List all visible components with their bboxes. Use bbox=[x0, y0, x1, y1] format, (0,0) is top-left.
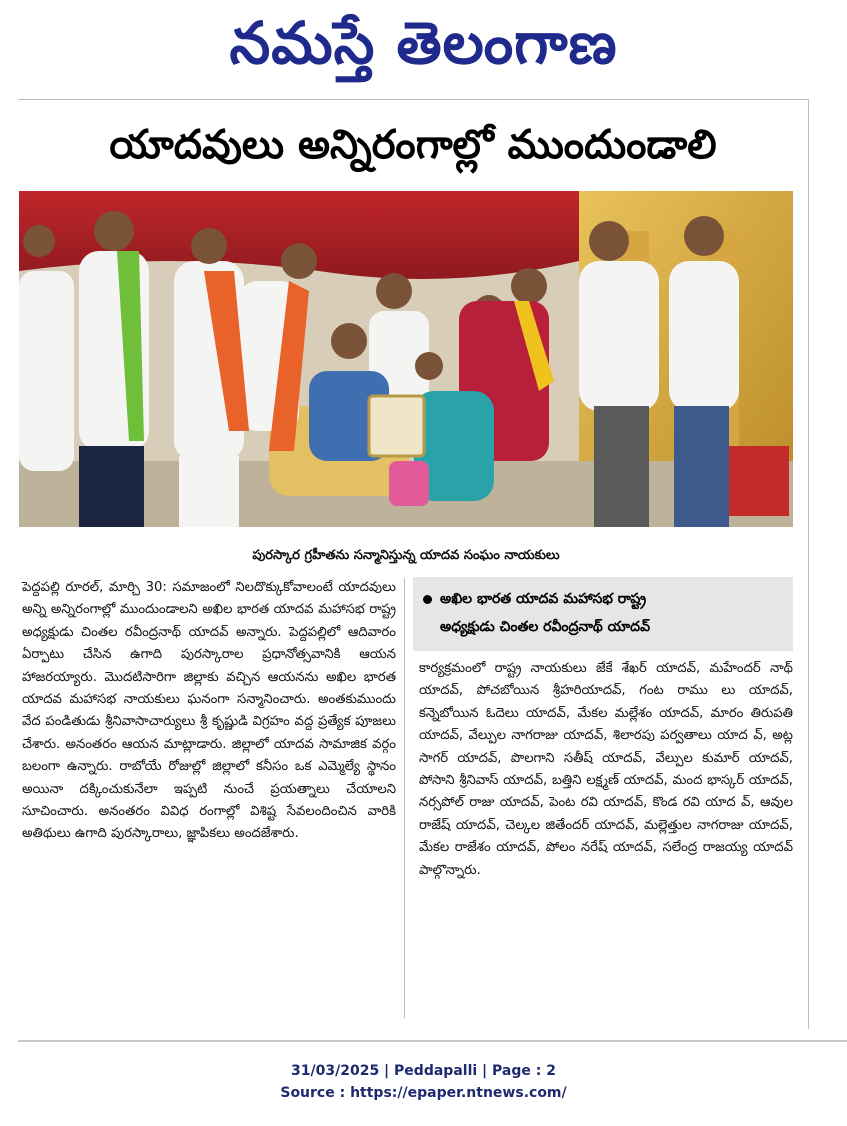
callout-line bbox=[423, 613, 781, 641]
article-paragraph: కార్యక్రమంలో రాష్ట్ర నాయకులు జేకే శేఖర్ యాదవ్, మహేందర్ నాథ్ యాదవ్, పోచబోయిన శ్రీహరియాదవ్, గంట రాము లు యాదవ్, కన్నెబోయిన ఓదెలు యాదవ్, మేకల మల్లేశం యాదవ్, మారం తిరుపతి యాదవ్, వేల్పుల నాగరాజు యాదవ్, శిలారపు పర్వతాలు యాద వ్, అట్ల సాగర్ యాదవ్, పొలగాని సతీష్ యాదవ్, వేల్పుల కుమార్ యాదవ్, పోసాని శ్రీనివాస్ యాదవ్, బత్తిని లక్ష్మణ్ యాదవ్, మంద భాస్కర్ యాదవ్, నర్సపోల్ రాజు యాదవ్, పెంట రవి యాదవ్, కొండ రవి యాద వ్, ఆవుల రాజేష్ యాదవ్, చెల్కల జితేందర్ యాదవ్, మల్లెత్తుల నాగరాజు యాదవ్, మేకల రాజేశం యాదవ్, పోలం నరేష్ యాదవ్, సలేంద్ర రాజయ్య యాదవ్ పాల్గొన్నారు. bbox=[419, 661, 793, 878]
footer bbox=[0, 1060, 847, 1104]
callout-text-2: అధ్యక్షుడు చింతల రవీంద్రనాథ్ యాదవ్ bbox=[440, 619, 651, 635]
callout-line bbox=[423, 585, 781, 613]
article-headline: యాదవులు అన్నిరంగాల్లో ముందుండాలి bbox=[109, 122, 717, 168]
article-body-left bbox=[22, 577, 396, 846]
footer-date-line: 31/03/2025 | Peddapalli | Page : 2 bbox=[291, 1063, 556, 1079]
column-divider bbox=[808, 99, 809, 1029]
divider bbox=[18, 99, 808, 100]
newspaper-logo: నమస్తే తెలంగాణ bbox=[229, 9, 618, 77]
article-body-right bbox=[419, 658, 793, 882]
event-photo-illustration bbox=[19, 191, 793, 527]
article-photo bbox=[19, 191, 793, 527]
article-paragraph: పెద్దపల్లి రూరల్, మార్చి 30: సమాజంలో నిలదొక్కుకోవాలంటే యాదవులు అన్ని అన్నిరంగాల్లో ముందుండాలని అఖిల భారత యాదవ మహాసభ రాష్ట్ర అధ్యక్షుడు చింతల రవీంద్రనాథ్ యాదవ్ అన్నారు. పెద్దపల్లిలో ఆదివారం ఏర్పాటు చేసిన ఉగాది పురస్కారాల ప్రధానోత్సవానికి ఆయన హాజరయ్యారు. మొదటిసారిగా జిల్లాకు వచ్చిన ఆయనను అఖిల భారత యాదవ మహాసభ నాయకులు ఘనంగా సన్మానించారు. అంతకుముందు వేద పండితుడు శ్రీనివాసాచార్యులు శ్రీ కృష్ణుడి విగ్రహం వద్ద ప్రత్యేక పూజలు చేశారు. అనంతరం ఆయన మాట్లాడారు. జిల్లాలో యాదవ సామాజిక వర్గం బలంగా ఉన్నారు. రాబోయే రోజుల్లో జిల్లాలో కనీసం ఒక ఎమ్మెల్యే స్థానం అయినా దక్కించుకునేలా ఇప్పటి నుంచే ప్రయత్నాలు చేయాలని సూచించారు. అనంతరం వివిధ రంగాల్లో విశిష్ట సేవలందించిన వారికి అతిథులు ఉగాది పురస్కారాలు, జ్ఞాపికలు అందజేశారు. bbox=[22, 580, 396, 842]
callout-box bbox=[413, 577, 793, 651]
column-divider bbox=[404, 578, 405, 1018]
footer-source-line: Source : https://epaper.ntnews.com/ bbox=[280, 1085, 567, 1101]
callout-text-1: అఖిల భారత యాదవ మహాసభ రాష్ట్ర bbox=[440, 591, 647, 607]
divider bbox=[18, 1040, 847, 1042]
photo-caption: పురస్కార గ్రహీతను సన్మానిస్తున్న యాదవ సంఘం నాయకులు bbox=[252, 548, 560, 563]
masthead bbox=[0, 0, 847, 92]
bullet-icon bbox=[423, 595, 432, 604]
